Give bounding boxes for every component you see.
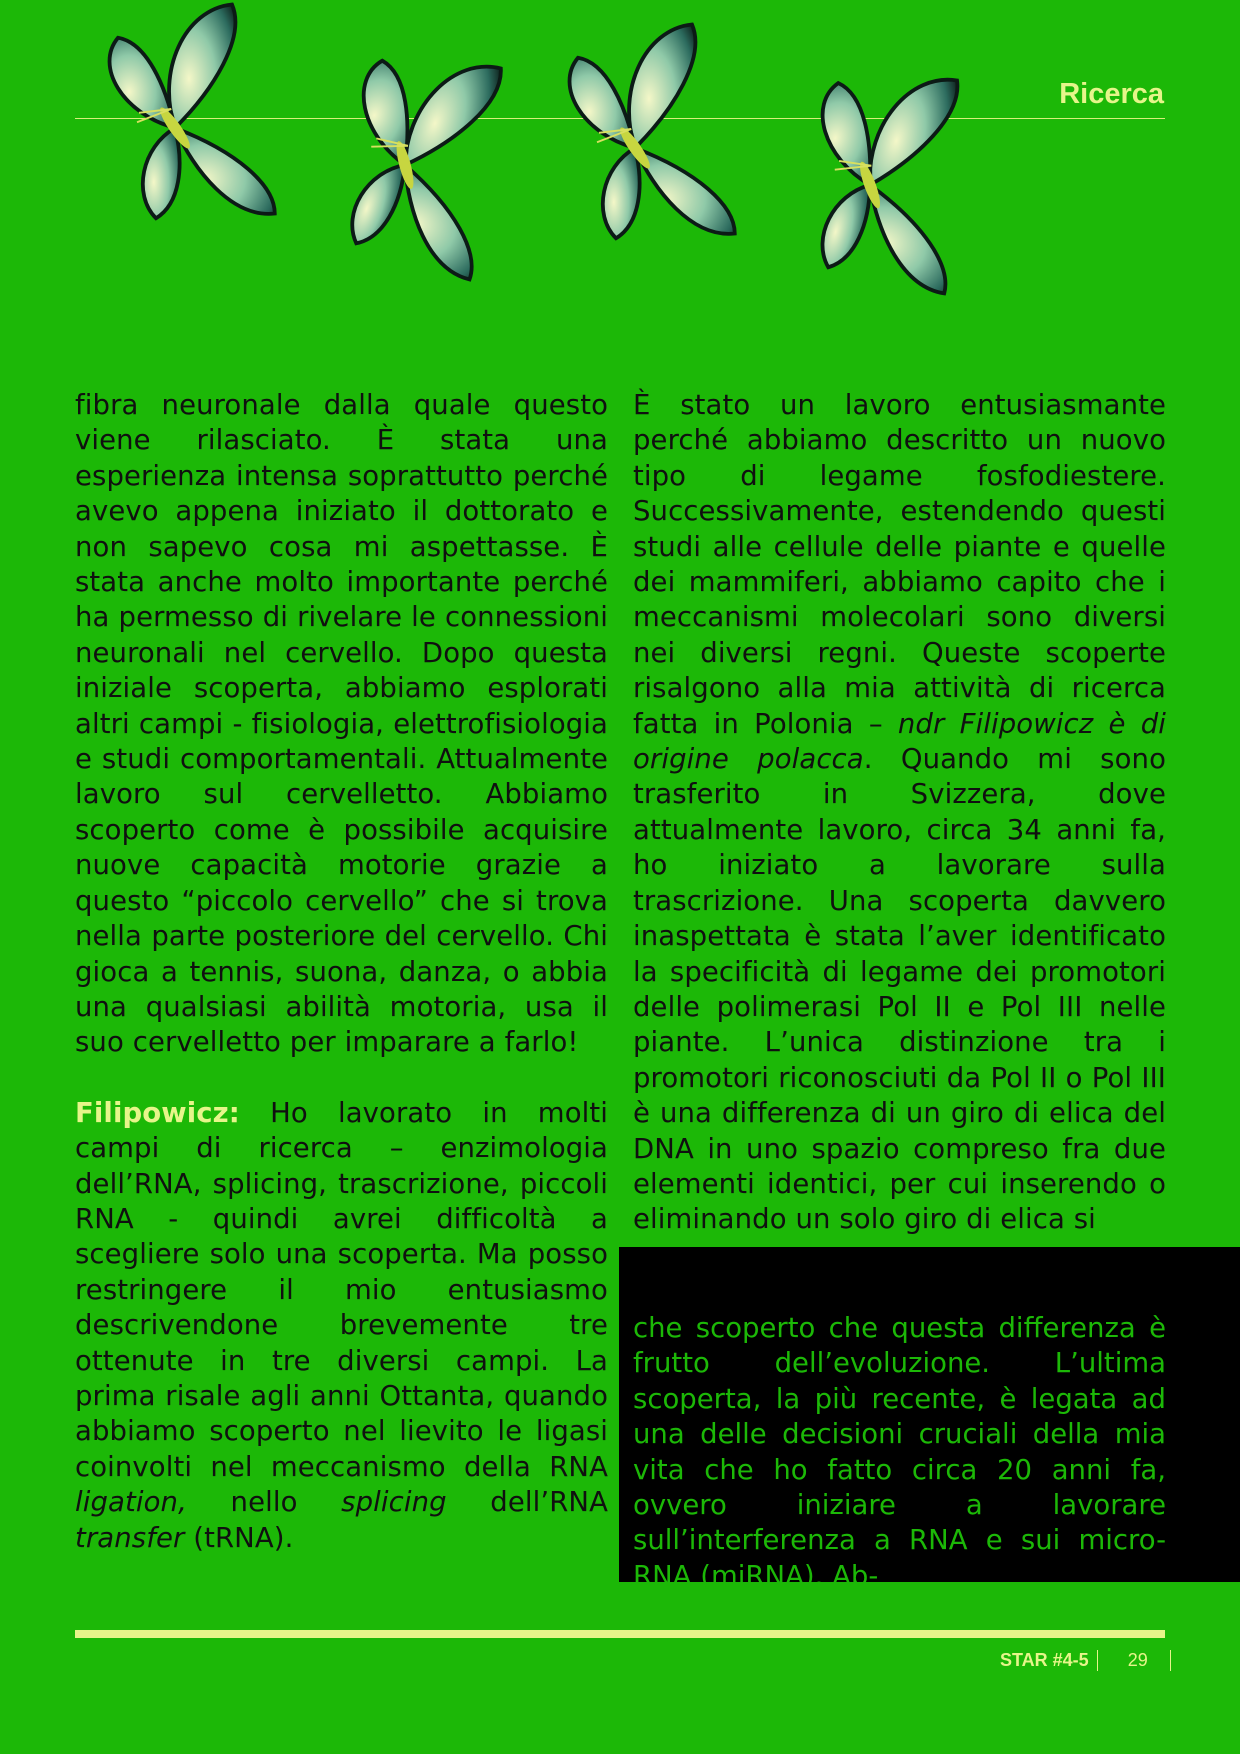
paragraph: Filipowicz: Ho lavorato in molti campi di ricerca – enzimologia dell’RNA, splicing, trascrizione, piccoli RNA - quindi avrei difficoltà a scegliere solo una scoperta. Ma posso restringere il mio entusiasmo descrivendone brevemente tre ottenute in tre diversi campi. La prima risale agli anni Ottanta, quando abbiamo scoperto nel lievito le ligasi coinvolti nel meccanismo della RNA ligation, nello splicing dell’RNA transfer (tRNA).	[75, 1096, 608, 1554]
section-label: Ricerca	[1059, 78, 1164, 110]
footer	[1000, 1650, 1171, 1671]
butterfly-icon	[313, 27, 541, 284]
right-column	[633, 388, 1166, 1238]
paragraph: È stato un lavoro entusiasmante perché abbiamo descritto un nuovo tipo di legame fosfodiestere. Successivamente, estendendo questi studi alle cellule delle piante e quelle dei mammiferi, abbiamo capito che i meccanismi molecolari sono diversi nei diversi regni. Queste scoperte risalgono alla mia attività di ricerca fatta in Polonia – ndr Filipowicz è di origine polacca. Quando mi sono trasferito in Svizzera, dove attualmente lavoro, circa 34 anni fa, ho iniziato a lavorare sulla trascrizione. Una scoperta davvero inaspettata è stata l’aver identificato la specificità di legame dei promotori delle polimerasi Pol II e Pol III nelle piante. L’unica distinzione tra i promotori riconosciuti da Pol II o Pol III è una differenza di un giro di elica del DNA in uno spazio compreso fra due elementi identici, per cui inserendo o eliminando un solo giro di elica si	[633, 389, 1166, 1236]
left-column	[75, 388, 608, 1556]
paragraph: fibra neuronale dalla quale questo viene rilasciato. È stata una esperienza intensa soprattutto perché avevo appena iniziato il dottorato e non sapevo cosa mi aspettasse. È stata anche molto importante perché ha permesso di rivelare le connessioni neuronali nel cervello. Dopo questa iniziale scoperta, abbiamo esplorati altri campi - fisiologia, elettrofisiologia e studi comportamentali. Attualmente lavoro sul cervelletto. Abbiamo scoperto come è possibile acquisire nuove capacità motorie grazie a questo “piccolo cervello” che si trova nella parte posteriore del cervello. Chi gioca a tennis, suona, danza, o abbia una qualsiasi abilità motoria, usa il suo cervelletto per imparare a farlo!	[75, 389, 608, 1059]
butterfly-icon	[783, 49, 998, 298]
butterfly-icon	[110, 4, 275, 218]
footer-rule	[75, 1630, 1165, 1638]
speaker-name: Filipowicz:	[75, 1096, 240, 1129]
butterfly-icon	[570, 24, 735, 238]
highlight-box-text: che scoperto che questa differenza è frutto dell’evoluzione. L’ultima scoperta, la più recente, è legata ad una delle decisioni cruciali della mia vita che ho fatto circa 20 anni fa, ovvero iniziare a lavorare sull’interferenza a RNA e sui micro-RNA (miRNA). Ab-	[633, 1312, 1166, 1592]
publication-name: STAR #4-5	[1000, 1650, 1098, 1671]
butterflies-illustration	[80, 0, 1070, 300]
page-number: 29	[1098, 1650, 1171, 1671]
